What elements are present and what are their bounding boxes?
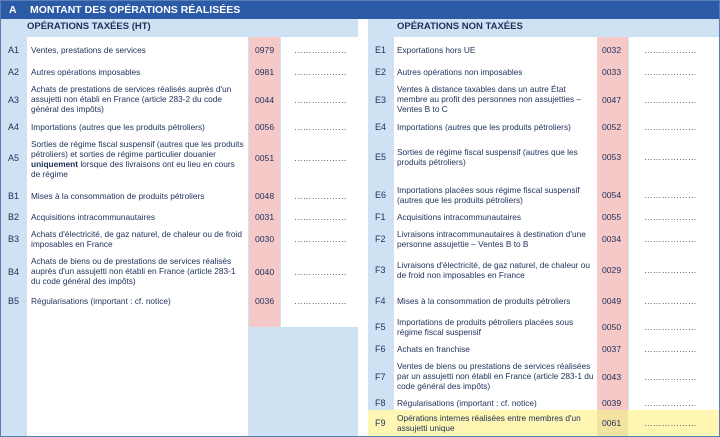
line-desc: Achats en franchise [397,344,470,354]
line-code: 0056 [255,122,275,132]
non-taxed-operations-heading: OPÉRATIONS NON TAXÉES [397,21,523,32]
amount-field[interactable]: ……………… [644,45,697,55]
line-desc: Autres opérations non imposables [397,67,523,77]
line-code: 0033 [602,67,622,77]
non-taxed-operations-panel [368,19,719,436]
line-code: 0036 [255,296,275,306]
line-code: 0061 [602,418,622,428]
amount-field[interactable]: ……………… [644,152,697,162]
amount-field[interactable]: ……………… [644,67,697,77]
row-a3 [1,83,358,117]
row-b2 [1,208,358,226]
line-desc-part: Sorties de régime fiscal suspensif (autres que les produits pétroliers) et sorties de régime particulier douanier [31,139,244,159]
row-b5 [1,292,358,310]
line-id: F3 [375,265,386,275]
section-letter: A [9,4,17,16]
row-f1 [368,208,719,226]
amount-field[interactable]: ……………… [644,122,697,132]
row-f2 [368,228,719,252]
amount-field[interactable]: ……………… [294,153,347,163]
line-desc: Importations placées sous régime fiscal suspensif (autres que les produits pétroliers) [397,185,580,205]
line-desc [31,139,246,179]
row-e4 [368,119,719,137]
row-e5 [368,145,719,171]
line-code: 0049 [602,296,622,306]
line-desc: Importations (autres que les produits pétroliers) [31,122,205,132]
amount-field[interactable]: ……………… [294,67,347,77]
line-code: 0055 [602,212,622,222]
line-id: A2 [8,67,20,77]
amount-field[interactable]: ……………… [294,212,347,222]
row-e1 [368,41,719,59]
amount-field[interactable]: ……………… [294,45,347,55]
line-code: 0051 [255,153,275,163]
line-code: 0052 [602,122,622,132]
line-code: 0048 [255,191,275,201]
row-f3 [368,258,719,284]
amount-field[interactable]: ……………… [294,191,347,201]
line-id: B3 [8,234,20,244]
line-code: 0030 [255,234,275,244]
line-id: F4 [375,296,386,306]
line-desc: Achats de prestations de services réalisés auprès d'un assujetti non établi en France (article 283-2 du code général des impôts) [31,84,232,114]
line-id: F5 [375,322,386,332]
line-code: 0037 [602,344,622,354]
line-code: 0054 [602,190,622,200]
row-a1 [1,41,358,59]
line-code: 0032 [602,45,622,55]
line-id: F2 [375,234,386,244]
line-id: A5 [8,153,20,163]
row-e6 [368,183,719,209]
amount-field[interactable]: ……………… [644,418,697,428]
line-desc: Régularisations (important : cf. notice) [397,398,537,408]
line-code: 0039 [602,398,622,408]
line-code: 0029 [602,265,622,275]
line-desc: Acquisitions intracommunautaires [31,212,156,222]
row-f8 [368,395,719,411]
line-desc: Acquisitions intracommunautaires [397,212,522,222]
amount-field[interactable]: ……………… [644,322,697,332]
line-desc: Exportations hors UE [397,45,476,55]
line-desc: Ventes, prestations de services [31,45,146,55]
row-f9 [368,410,719,436]
amount-field[interactable]: ……………… [644,95,697,105]
line-id: F1 [375,212,386,222]
column-gutter [358,19,368,436]
amount-field[interactable]: ……………… [644,398,697,408]
line-code: 0040 [255,267,275,277]
line-id: E3 [375,95,387,105]
line-desc: Opérations internes réalisées entre membres d'un assujetti unique [397,413,581,433]
line-desc: Mises à la consommation de produits pétroliers [31,191,205,201]
line-desc: Livraisons intracommunautaires à destination d'une personne assujettie – Ventes B to B [397,229,586,249]
row-a5 [1,138,358,182]
line-id: E6 [375,190,387,200]
line-desc: Mises à la consommation de produits pétroliers [397,296,571,306]
line-desc-emphasis: uniquement [31,159,79,169]
row-e2 [368,63,719,81]
line-desc: Autres opérations imposables [31,67,141,77]
row-f6 [368,341,719,359]
row-a4 [1,119,358,137]
amount-field[interactable]: ……………… [294,122,347,132]
amount-field[interactable]: ……………… [644,234,697,244]
line-code: 0979 [255,45,275,55]
line-id: B1 [8,191,20,201]
taxed-operations-panel [1,19,358,436]
line-id: E5 [375,152,387,162]
amount-field[interactable]: ……………… [644,372,697,382]
row-e3 [368,83,719,117]
line-code: 0047 [602,95,622,105]
amount-field[interactable]: ……………… [644,296,697,306]
amount-field[interactable]: ……………… [644,265,697,275]
amount-field[interactable]: ……………… [644,212,697,222]
amount-field[interactable]: ……………… [294,95,347,105]
line-id: E2 [375,67,387,77]
row-f7 [368,360,719,394]
line-id: B2 [8,212,20,222]
amount-field[interactable]: ……………… [294,296,347,306]
line-id: E4 [375,122,387,132]
line-code: 0981 [255,67,275,77]
taxed-operations-heading: OPÉRATIONS TAXÉES (HT) [27,21,151,32]
line-desc: Livraisons d'électricité, de gaz naturel, de chaleur ou de froid non imposables en France [397,260,590,280]
line-code: 0031 [255,212,275,222]
amount-field[interactable]: ……………… [294,234,347,244]
row-b4 [1,255,358,289]
line-desc: Achats de biens ou de prestations de services réalisés auprès d'un assujetti non établi en France (article 283-1 du code général des impôts) [31,256,236,286]
line-id: F9 [375,418,386,428]
line-desc: Achats d'électricité, de gaz naturel, de chaleur ou de froid imposables en France [31,229,242,249]
line-id: E1 [375,45,387,55]
line-code: 0034 [602,234,622,244]
line-id: F7 [375,372,386,382]
line-desc-part: lorsque des livraisons ont eu lieu en cours de régime [31,159,235,179]
line-id: F8 [375,398,386,408]
line-id: A1 [8,45,20,55]
amount-field[interactable]: ……………… [294,267,347,277]
row-a2 [1,63,358,81]
line-desc: Importations de produits pétroliers placées sous régime fiscal suspensif [397,317,574,337]
line-id: F6 [375,344,386,354]
amount-field[interactable]: ……………… [644,190,697,200]
line-code: 0050 [602,322,622,332]
row-b3 [1,228,358,252]
line-desc: Ventes à distance taxables dans un autre État membre au profit des personnes non assujetties – Ventes B to C [397,84,582,114]
row-b1 [1,187,358,205]
section-title: MONTANT DES OPÉRATIONS RÉALISÉES [30,4,241,16]
row-f5 [368,315,719,341]
line-id: B4 [8,267,20,277]
line-desc: Importations (autres que les produits pétroliers) [397,122,571,132]
line-desc: Sorties de régime fiscal suspensif (autres que les produits pétroliers) [397,147,578,167]
line-code: 0044 [255,95,275,105]
line-desc: Régularisations (important : cf. notice) [31,296,171,306]
section-title-bar [1,1,719,19]
line-desc: Ventes de biens ou prestations de services réalisées par un assujetti non établi en France (article 283-1 du code général des impôts) [397,361,594,391]
line-id: B5 [8,296,20,306]
row-f4 [368,292,719,310]
line-code: 0053 [602,152,622,162]
line-id: A3 [8,95,20,105]
line-id: A4 [8,122,20,132]
line-code: 0043 [602,372,622,382]
amount-field[interactable]: ……………… [644,344,697,354]
